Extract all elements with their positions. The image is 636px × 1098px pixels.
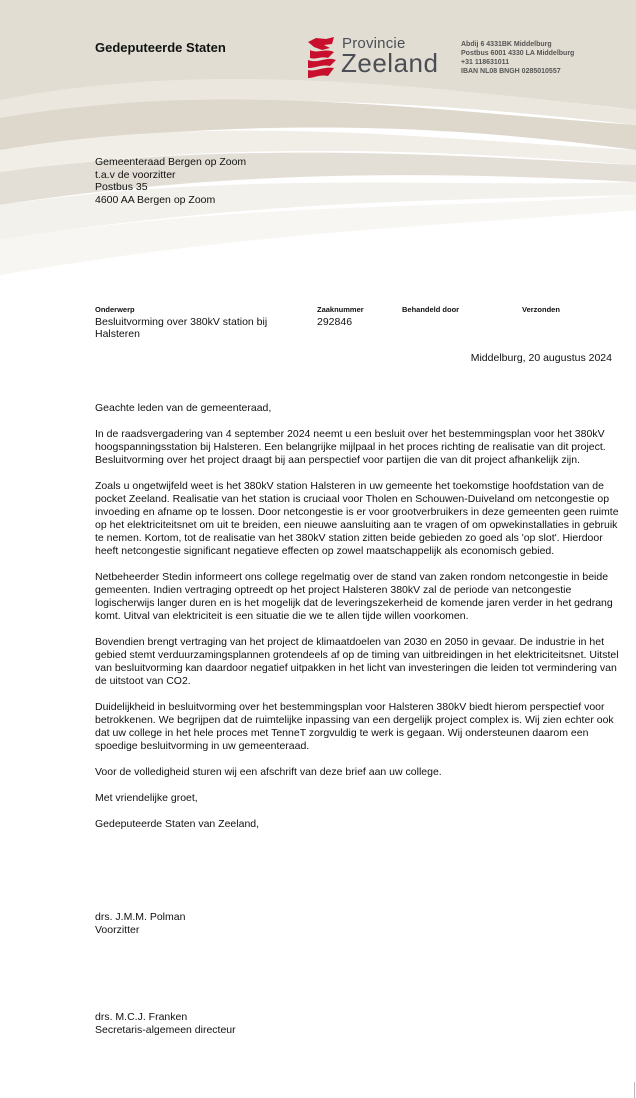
body-paragraph: Voor de volledigheid sturen wij een afschrift van deze brief aan uw college. (95, 766, 442, 778)
meta-handled-by (402, 305, 459, 316)
recipient-line: Gemeenteraad Bergen op Zoom (95, 156, 247, 168)
sender-organization-title: Gedeputeerde Staten (95, 40, 226, 55)
contact-iban: IBAN NL08 BNGH 0285010557 (461, 68, 561, 75)
sender-line: Gedeputeerde Staten van Zeeland, (95, 818, 260, 830)
signatory-secretary (95, 1011, 236, 1037)
meta-case-value: 292846 (317, 316, 353, 328)
recipient-address (95, 156, 246, 206)
body-paragraph: Zoals u ongetwijfeld weet is het 380kV station Halsteren in uw gemeente het toekomstige hoofdstation van de pocket Zeeland. Realisatie van het station is cruciaal voor Tholen en Schouwen-Duiveland om netcongestie op invoeding en afname op te lossen. Door netcongestie is er voor grootverbruikers in deze gemeenten geen ruimte op het elektriciteitsnet om uit te breiden, een nieuwe aansluiting aan te vragen of om opwekinstallaties in gebruik te nemen. Kortom, tot de realisatie van het 380kV station zitten beide gebieden zo goed als 'op slot'. Hierdoor heeft netcongestie significant negatieve effecten op zowel maatschappelijk als economisch gebied. (95, 480, 619, 557)
salutation: Geachte leden van de gemeenteraad, (95, 402, 272, 414)
signatory-chair (95, 911, 185, 937)
contact-postbus: Postbus 6001 4330 LA Middelburg (461, 50, 575, 57)
provincie-zeeland-logo (304, 36, 446, 82)
page-edge-marker (634, 1082, 635, 1098)
letter-body (95, 402, 620, 844)
recipient-line: Postbus 35 (95, 181, 148, 193)
contact-phone: +31 118631011 (461, 59, 510, 66)
meta-subject-value: Besluitvorming over 380kV station bij Halsteren (95, 316, 268, 340)
meta-sent-label: Verzonden (522, 305, 560, 314)
meta-handled-label: Behandeld door (402, 305, 460, 314)
meta-subject-label: Onderwerp (95, 305, 135, 314)
zeeland-lion-icon (304, 36, 340, 80)
signatory-name: drs. M.C.J. Franken (95, 1011, 188, 1023)
body-paragraph: Netbeheerder Stedin informeert ons college regelmatig over de stand van zaken rondom netcongestie in beide gemeenten. Indien vertraging optreedt op het project Halsteren 380kV zal de periode van netcongestie logischerwijs langer duren en is het mogelijk dat de leveringszekerheid de komende jaren verder in het gedrang komt. Uitval van elektriciteit is een situatie die we te allen tijde willen voorkomen. (95, 571, 613, 622)
body-paragraph: Duidelijkheid in besluitvorming over het bestemmingsplan voor Halsteren 380kV biedt hierom perspectief voor betrokkenen. We begrijpen dat de ruimtelijke inpassing van een dergelijk project complex is. Wij zien echter ook dat uw college in het hele proces met TenneT zorgvuldig te werk is gegaan. Wij ondersteunen daarom een spoedige besluitvorming in uw gemeenteraad. (95, 701, 614, 752)
logo-text-provincie: Provincie (342, 35, 406, 52)
signatory-name: drs. J.M.M. Polman (95, 911, 186, 923)
body-paragraph: Bovendien brengt vertraging van het project de klimaatdoelen van 2030 en 2050 in gevaar. De industrie in het gebied stemt verduurzamingsplannen grotendeels af op de timing van uitbreidingen in het elektriciteitsnet. Uitstel van besluitvorming kan daardoor negatief uitpakken in het licht van investeringen die leiden tot vermindering van de uitstoot van CO2. (95, 636, 619, 687)
logo-text-zeeland: Zeeland (341, 48, 439, 78)
signatory-role: Voorzitter (95, 924, 140, 936)
recipient-line: 4600 AA Bergen op Zoom (95, 193, 216, 206)
meta-case-label: Zaaknummer (317, 305, 364, 314)
meta-subject (95, 305, 295, 340)
meta-case-number (317, 305, 364, 328)
body-paragraph: In de raadsvergadering van 4 september 2024 neemt u een besluit over het bestemmingsplan voor het 380kV hoogspanningsstation bij Halsteren. Een belangrijke mijlpaal in het proces richting de realisatie van dit project. Besluitvorming over het project draagt bij aan perspectief voor partijen die van dit project afhankelijk zijn. (95, 428, 606, 466)
meta-sent (522, 305, 560, 316)
recipient-line: t.a.v de voorzitter (95, 168, 176, 181)
contact-address: Abdij 6 4331BK Middelburg (461, 41, 552, 48)
closing: Met vriendelijke groet, (95, 792, 198, 804)
date-line: Middelburg, 20 augustus 2024 (470, 352, 612, 364)
contact-block (461, 40, 574, 76)
signatory-role: Secretaris-algemeen directeur (95, 1024, 236, 1036)
